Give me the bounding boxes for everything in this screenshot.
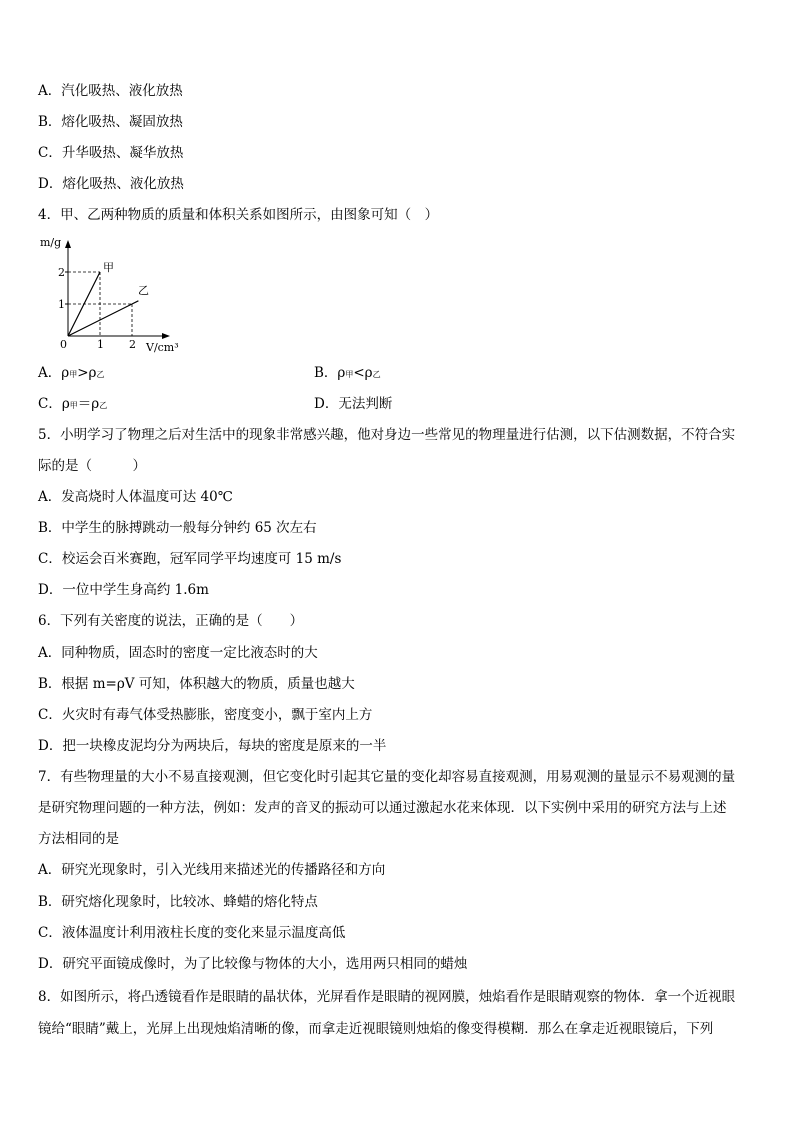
q7-option-d: D．研究平面镜成像时，为了比较像与物体的大小，选用两只相同的蜡烛 [38, 956, 468, 972]
x-axis-label: V/cm³ [146, 341, 179, 354]
q5-option-d: D．一位中学生身高约 1.6m [38, 582, 209, 598]
y-axis-arrow [65, 240, 71, 248]
q3-option-a: A．汽化吸热、液化放热 [38, 83, 183, 99]
x-tick-label: 1 [97, 338, 104, 351]
q4-stem: 4．甲、乙两种物质的质量和体积关系如图所示，由图象可知（ ） [38, 207, 439, 223]
q6-option-c: C．火灾时有毒气体受热膨胀，密度变小，飘于室内上方 [38, 707, 373, 723]
q4-option-b: B．ρ甲<ρ乙 [314, 365, 381, 381]
series-line-yi-extension [132, 301, 138, 304]
q4-option-a: A．ρ甲>ρ乙 [38, 365, 105, 381]
mass-volume-graph [36, 232, 196, 356]
x-tick-label: 2 [129, 338, 136, 351]
q5-option-b: B．中学生的脉搏跳动一般每分钟约 65 次左右 [38, 520, 317, 536]
x-axis-arrow [162, 333, 170, 339]
q7-stem-line3: 方法相同的是 [38, 831, 119, 847]
q6-stem: 6．下列有关密度的说法，正确的是（ ） [38, 613, 304, 629]
q7-option-b: B．研究熔化现象时，比较冰、蜂蜡的熔化特点 [38, 894, 318, 910]
q3-option-d: D．熔化吸热、液化放热 [38, 176, 184, 192]
q6-option-a: A．同种物质，固态时的密度一定比液态时的大 [38, 645, 318, 661]
y-tick-label: 2 [58, 266, 65, 279]
q7-option-a: A．研究光现象时，引入光线用来描述光的传播路径和方向 [38, 862, 386, 878]
q5-option-c: C．校运会百米赛跑，冠军同学平均速度可 15 m/s [38, 551, 342, 567]
origin-label: 0 [60, 338, 67, 351]
series-label-yi: 乙 [138, 284, 149, 297]
q8-stem-line1: 8．如图所示，将凸透镜看作是眼睛的晶状体，光屏看作是眼睛的视网膜，烛焰看作是眼睛观察的物体．拿一个近视眼 [38, 989, 736, 1005]
series-label-jia: 甲 [103, 261, 114, 274]
q7-stem-line1: 7．有些物理量的大小不易直接观测，但它变化时引起其它量的变化却容易直接观测，用易观测的量显示不易观测的量 [38, 769, 736, 785]
q5-stem-line2: 际的是（ ） [38, 458, 146, 474]
q3-option-c: C．升华吸热、凝华放热 [38, 145, 184, 161]
q5-stem-line1: 5．小明学习了物理之后对生活中的现象非常感兴趣，他对身边一些常见的物理量进行估测，以下估测数据，不符合实 [38, 427, 736, 443]
q7-stem-line2: 是研究物理问题的一种方法，例如：发声的音叉的振动可以通过激起水花来体现．以下实例中采用的研究方法与上述 [38, 800, 727, 816]
q4-option-d: D．无法判断 [314, 396, 393, 412]
q6-option-b: B．根据 m=ρV 可知，体积越大的物质，质量也越大 [38, 676, 355, 692]
q8-stem-line2: 镜给“眼睛”戴上，光屏上出现烛焰清晰的像，而拿走近视眼镜则烛焰的像变得模糊．那么在拿走近视眼镜后，下列 [38, 1021, 714, 1037]
q3-option-b: B．熔化吸热、凝固放热 [38, 114, 183, 130]
y-tick-label: 1 [58, 298, 65, 311]
q6-option-d: D．把一块橡皮泥均分为两块后，每块的密度是原来的一半 [38, 738, 387, 754]
q4-option-c: C．ρ甲＝ρ乙 [38, 396, 108, 412]
q5-option-a: A．发高烧时人体温度可达 40℃ [38, 489, 233, 505]
q7-option-c: C．液体温度计利用液柱长度的变化来显示温度高低 [38, 925, 346, 941]
y-axis-label: m/g [40, 236, 62, 249]
